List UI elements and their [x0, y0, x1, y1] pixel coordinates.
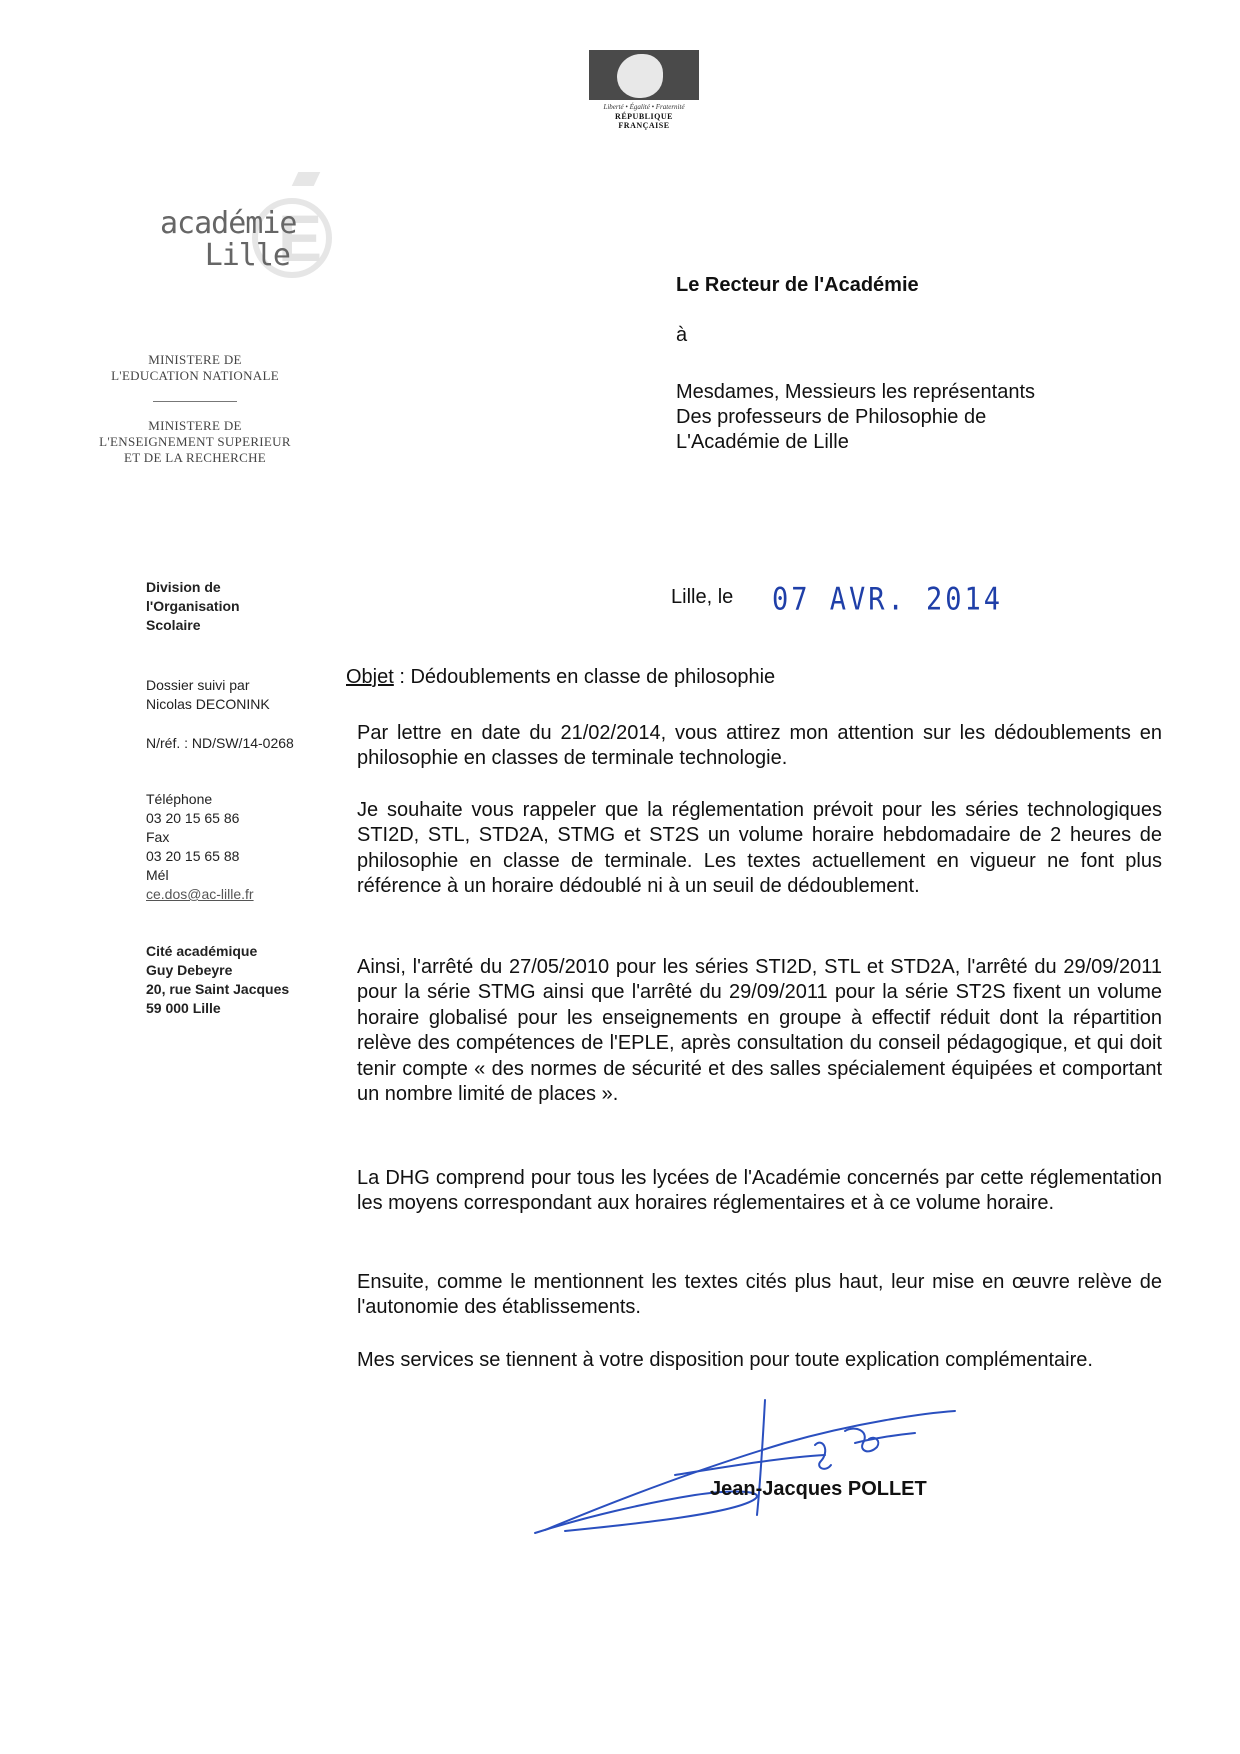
logo-word-academie: académie — [160, 206, 297, 241]
dossier-info — [146, 676, 270, 714]
logo-accent-icon — [292, 172, 321, 186]
mail-label: Mél — [146, 867, 169, 883]
ministry-line: MINISTERE DE — [148, 418, 242, 433]
phone-number: 03 20 15 65 86 — [146, 810, 240, 826]
division-line: Scolaire — [146, 617, 201, 633]
logo-letter: E — [278, 201, 323, 275]
address-line: 59 000 Lille — [146, 1000, 221, 1016]
address-line: Cité académique — [146, 943, 258, 959]
mail-link[interactable]: ce.dos@ac-lille.fr — [146, 886, 254, 902]
dossier-line: Dossier suivi par — [146, 677, 250, 693]
academie-lille-logo — [160, 170, 340, 290]
ministry-line: L'ENSEIGNEMENT SUPERIEUR — [99, 434, 291, 449]
recipient-line: Mesdames, Messieurs les représentants — [676, 381, 1036, 403]
republique-francaise-logo — [589, 50, 699, 130]
address-block — [146, 942, 289, 1018]
phone-label: Téléphone — [146, 791, 213, 807]
address-line: 20, rue Saint Jacques — [146, 981, 290, 997]
body-paragraph: Je souhaite vous rappeler que la réglementation prévoit pour les séries technologiques STI2D, STL, STD2A, STMG et ST2S un volume horaire hebdomadaire de 2 heures de philosophie en classe de terminale. Les textes actuellement en vigueur ne font plus référence à un horaire dédoublé ni à un seuil de dédoublement. — [357, 799, 1162, 898]
recipient-line: L'Académie de Lille — [676, 431, 849, 453]
division-line: l'Organisation — [146, 598, 240, 614]
ministry-line: L'EDUCATION NATIONALE — [111, 368, 279, 383]
ministry-higher-education — [80, 418, 310, 466]
division-line: Division de — [146, 579, 221, 595]
division-name — [146, 578, 306, 635]
ministry-divider — [153, 401, 237, 402]
date-stamp: 07 AVR. 2014 — [772, 581, 1004, 618]
handwritten-signature-icon — [525, 1395, 975, 1535]
body-paragraph: Ensuite, comme le mentionnent les textes cités plus haut, leur mise en œuvre relève de l'autonomie des établissements. — [357, 1271, 1162, 1319]
fax-label: Fax — [146, 829, 170, 845]
body-paragraph: Ainsi, l'arrêté du 27/05/2010 pour les séries STI2D, STL et STD2A, l'arrêté du 29/09/2011 pour la série STMG ainsi que l'arrêté du 29/09/2011 pour la série ST2S fixent un volume horaire globalisé pour les enseignements en groupe à effectif réduit dont la répartition relève des compétences de l'EPLE, après consultation du conseil pédagogique, et qui doit tenir compte « des normes de sécurité et des salles spécialement équipées et comportant un nombre limité de places ». — [357, 956, 1162, 1106]
body-paragraph: Par lettre en date du 21/02/2014, vous attirez mon attention sur les dédoublements en philosophie en classes de terminale technologie. — [357, 722, 1162, 770]
dossier-line: Nicolas DECONINK — [146, 696, 270, 712]
body-paragraph: La DHG comprend pour tous les lycées de l'Académie concernés par cette réglementation les moyens correspondant aux horaires réglementaires et à ce volume horaire. — [357, 1167, 1162, 1215]
fax-number: 03 20 15 65 88 — [146, 848, 240, 864]
subject-line — [346, 666, 775, 689]
body-paragraph: Mes services se tiennent à votre disposition pour toute explication complémentaire. — [357, 1349, 1093, 1371]
ministry-line: ET DE LA RECHERCHE — [123, 450, 267, 465]
sender-title: Le Recteur de l'Académie — [676, 274, 919, 296]
ministry-line: MINISTERE DE — [148, 352, 242, 367]
republic-motto: Liberté • Égalité • Fraternité — [603, 103, 685, 111]
contact-info — [146, 790, 254, 904]
ministry-education — [90, 352, 300, 384]
republic-name: RÉPUBLIQUE FRANÇAISE — [615, 112, 673, 130]
to-word: à — [676, 324, 688, 346]
reference-number: N/réf. : ND/SW/14-0268 — [146, 735, 294, 751]
logo-word-lille: Lille — [204, 238, 290, 273]
recipient-line: Des professeurs de Philosophie de — [676, 406, 987, 428]
recipients-block — [676, 380, 1035, 455]
subject-label: Objet — [346, 666, 394, 688]
subject-text: : Dédoublements en classe de philosophie — [393, 666, 776, 688]
marianne-emblem-icon — [589, 50, 699, 100]
date-prefix: Lille, le — [671, 586, 734, 608]
address-line: Guy Debeyre — [146, 962, 233, 978]
signatory-name: Jean-Jacques POLLET — [710, 1478, 927, 1500]
